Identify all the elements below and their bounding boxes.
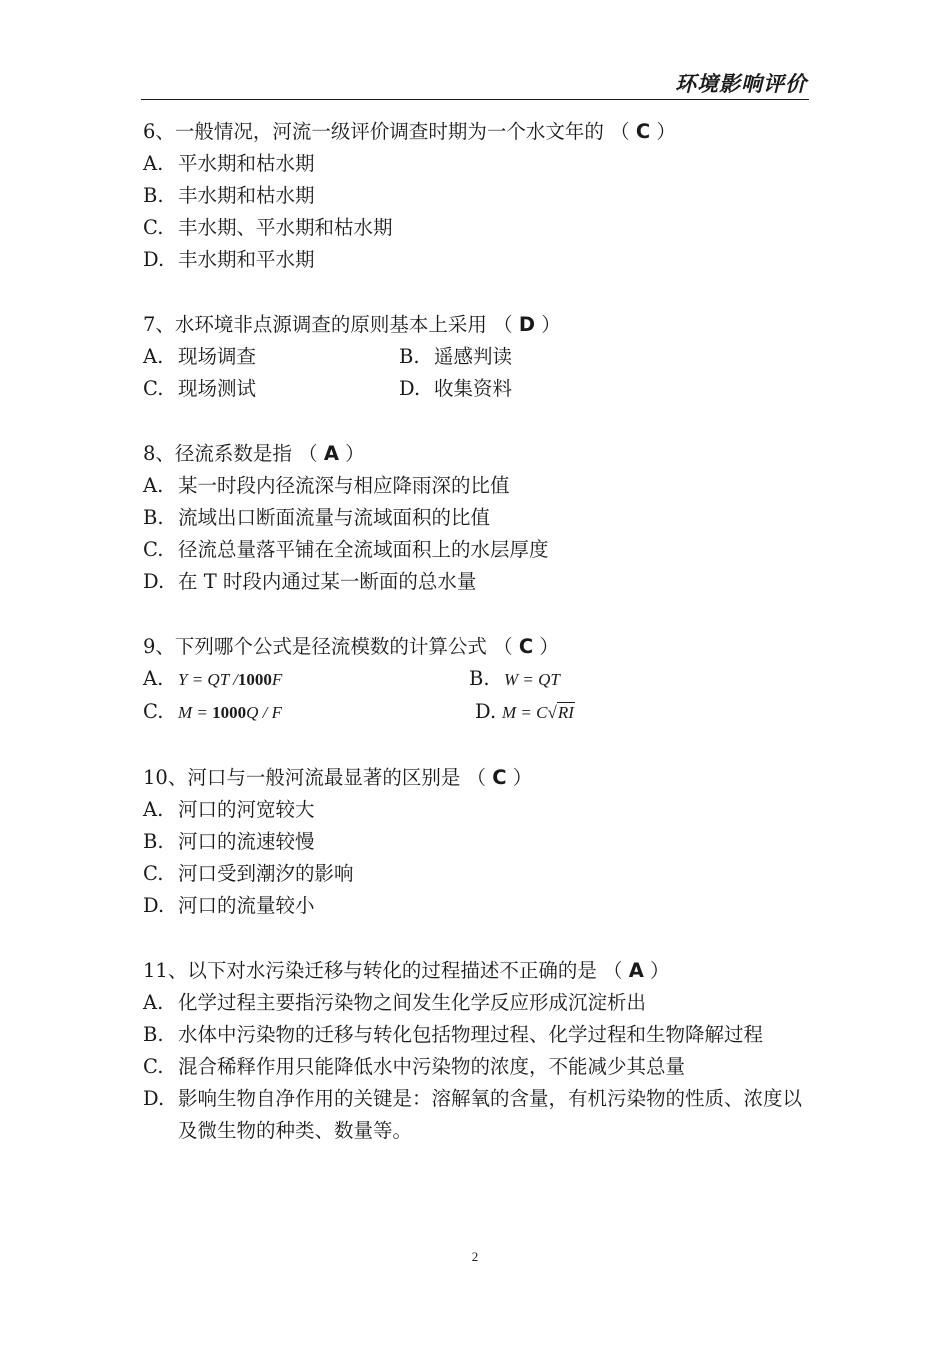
header-title: 环境影响评价 [675, 72, 807, 96]
square-root-symbol: √ [547, 703, 557, 722]
page-number: 2 [471, 1249, 479, 1264]
formula-d: M = C√RI [502, 703, 574, 722]
option-b: B. 丰水期和枯水期 [143, 184, 315, 207]
option-d: D. 在 T 时段内通过某一断面的总水量 [143, 570, 477, 593]
answer-key: C [635, 120, 651, 143]
option-c: C. 现场测试 [143, 377, 257, 400]
option-b: B. W = QT [469, 663, 560, 696]
option-a: A. 河口的河宽较大 [143, 798, 315, 821]
formula-b: W = QT [504, 670, 560, 689]
option-b: B. 遥感判读 [399, 345, 513, 368]
option-b: B. 流域出口断面流量与流域面积的比值 [143, 506, 491, 529]
option-a: A. 现场调查 [143, 345, 257, 368]
question-10 [143, 762, 813, 922]
question-stem: 8、径流系数是指 （ A ） [143, 442, 365, 465]
option-d: D. 河口的流量较小 [143, 894, 315, 917]
option-d: D. 丰水期和平水期 [143, 248, 315, 271]
option-a: A. 平水期和枯水期 [143, 152, 315, 175]
option-a: A. 某一时段内径流深与相应降雨深的比值 [143, 474, 510, 497]
option-c: C. 丰水期、平水期和枯水期 [143, 216, 393, 239]
option-d: D. 收集资料 [399, 377, 513, 400]
question-7 [143, 309, 813, 405]
question-6 [143, 116, 813, 276]
formula-a: Y = QT /1000F [178, 670, 283, 689]
option-a: A. Y = QT /1000F [143, 663, 469, 696]
formula-c: M = 1000Q / F [178, 703, 283, 722]
option-d: D. M = C√RI [475, 696, 575, 729]
question-stem: 7、水环境非点源调查的原则基本上采用 （ D ） [143, 313, 561, 336]
question-stem: 11、以下对水污染迁移与转化的过程描述不正确的是 （ A ） [143, 959, 670, 982]
header-rule [141, 99, 809, 100]
option-c: C. 混合稀释作用只能降低水中污染物的浓度，不能减少其总量 [143, 1055, 686, 1078]
answer-key: C [518, 635, 534, 658]
answer-key: A [628, 959, 644, 982]
question-9 [143, 631, 813, 729]
answer-key: C [492, 766, 507, 789]
option-c: C. M = 1000Q / F [143, 696, 469, 729]
option-b: B. 河口的流速较慢 [143, 830, 315, 853]
question-stem: 9、下列哪个公式是径流模数的计算公式 （ C ） [143, 635, 559, 658]
option-a: A. 化学过程主要指污染物之间发生化学反应形成沉淀析出 [143, 991, 647, 1014]
option-b: B. 水体中污染物的迁移与转化包括物理过程、化学过程和生物降解过程 [143, 1023, 764, 1046]
answer-key: D [518, 313, 535, 336]
option-d: D. 影响生物自净作用的关键是：溶解氧的含量，有机污染物的性质、浓度以及微生物的种类、数量等。 [143, 1087, 803, 1142]
question-list [143, 116, 813, 1147]
answer-key: A [323, 442, 339, 465]
question-stem: 6、一般情况，河流一级评价调查时期为一个水文年的 （ C ） [143, 120, 676, 143]
option-c: C. 河口受到潮汐的影响 [143, 862, 354, 885]
option-c: C. 径流总量落平铺在全流域面积上的水层厚度 [143, 538, 549, 561]
question-stem: 10、河口与一般河流最显著的区别是 （ C ） [143, 766, 533, 789]
question-11 [143, 955, 813, 1147]
question-8 [143, 438, 813, 598]
